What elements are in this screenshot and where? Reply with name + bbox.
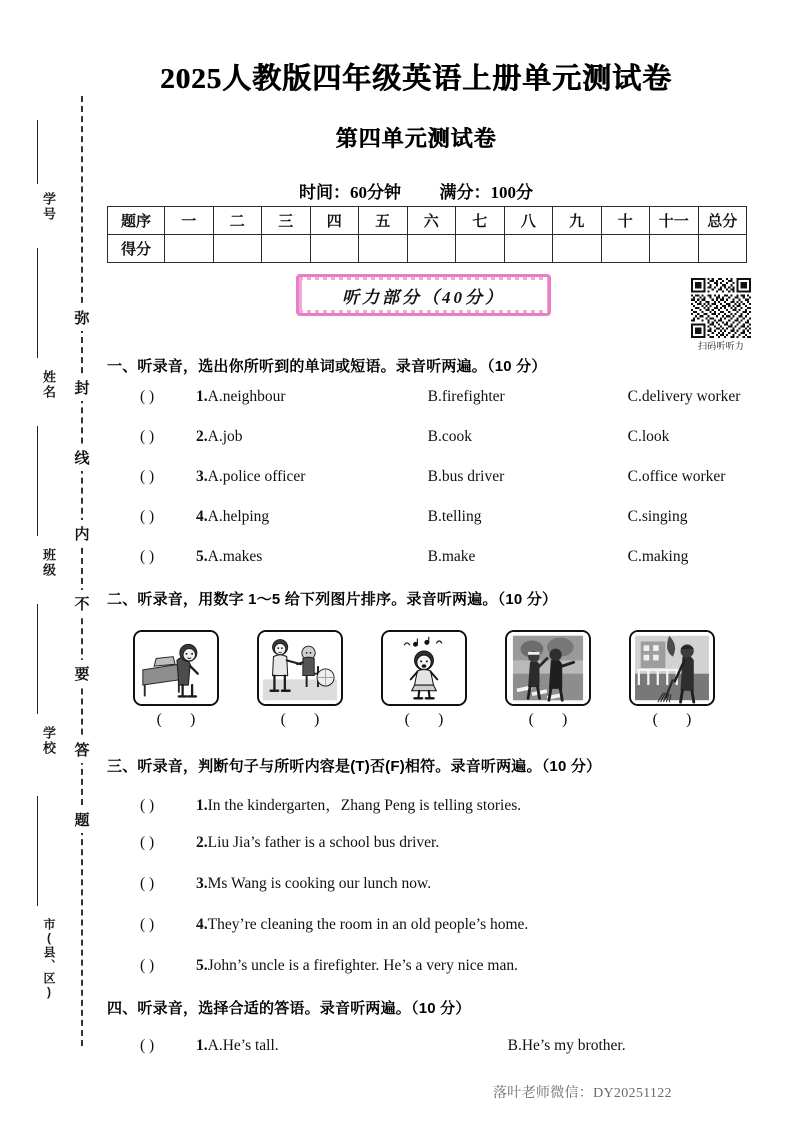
score-col-2: 二 [213,207,262,235]
page-title: 2025人教版四年级英语上册单元测试卷 [159,63,672,95]
question-number: 2. [196,834,208,851]
answer-blank[interactable]: ( ) [140,1037,155,1054]
score-col-4: 四 [310,207,359,235]
score-col-8: 八 [504,207,553,235]
margin-label-class: 班级 [41,548,56,578]
question-row-s1-q2[interactable] [140,428,669,446]
margin-label-school: 学校 [41,726,56,756]
margin-label-column [18,120,58,1040]
option-b[interactable]: B.make [427,548,476,565]
time-limit-label: 时间：60分钟 [299,183,401,202]
score-col-total: 总分 [698,207,747,235]
question-row-s1-q4[interactable] [140,508,687,526]
picture-item-5[interactable] [629,630,715,729]
picture-answer-blank[interactable]: ( ) [156,711,208,728]
score-cell-1[interactable] [165,235,214,263]
score-col-5: 五 [359,207,408,235]
row-label-question-order: 题序 [108,207,165,235]
picture-crossing-guard [505,630,591,706]
option-b[interactable]: B.firefighter [427,388,505,405]
score-cell-5[interactable] [359,235,408,263]
question-number: 1. [196,797,208,814]
seal-dashed-rule [81,96,83,1046]
score-col-3: 三 [262,207,311,235]
question-number: 3. [196,468,208,485]
qr-code-icon[interactable] [691,278,751,338]
question-number: 5. [196,957,208,974]
section-heading-3: 三、听录音，判断句子与所听内容是(T)否(F)相符。录音听两遍。（10 分） [107,758,602,775]
option-c[interactable]: C.making [627,548,689,565]
margin-rule [37,426,38,536]
picture-item-2[interactable] [257,630,343,729]
answer-blank[interactable]: ( ) [140,508,155,525]
question-row-s3-q2[interactable] [140,834,439,852]
picture-street-sweeper [629,630,715,706]
seal-char: 要 [70,660,94,687]
score-cell-3[interactable] [262,235,311,263]
option-c[interactable]: C.look [627,428,670,445]
option-a[interactable]: A.He’s tall. [207,1037,279,1054]
margin-label-name: 姓名 [41,370,56,400]
picture-ordering-strip [133,630,753,740]
full-score-label: 满分：100分 [439,183,533,202]
picture-helping-elderly [257,630,343,706]
option-a[interactable]: A.neighbour [207,388,286,405]
margin-rule [37,248,38,358]
score-col-11: 十一 [650,207,699,235]
question-row-s3-q4[interactable] [140,916,528,934]
exam-meta [96,178,736,203]
table-row-score [108,235,747,263]
seal-char: 答 [70,736,94,763]
score-cell-9[interactable] [553,235,602,263]
answer-blank[interactable]: ( ) [140,428,155,445]
answer-blank[interactable]: ( ) [140,468,155,485]
score-cell-7[interactable] [456,235,505,263]
question-text: In the kindergarten，Zhang Peng is telling stories. [207,797,522,814]
section-heading-1: 一、听录音，选出你所听到的单词或短语。录音听两遍。（10 分） [107,358,547,375]
answer-blank[interactable]: ( ) [140,875,155,892]
option-a[interactable]: A.job [207,428,243,445]
section-heading-4: 四、听录音，选择合适的答语。录音听两遍。（10 分） [107,1000,471,1017]
score-col-6: 六 [407,207,456,235]
margin-rule [37,120,38,184]
option-b[interactable]: B.cook [427,428,472,445]
margin-label-student-id: 学号 [41,192,56,222]
picture-answer-blank[interactable]: ( ) [528,711,580,728]
score-col-7: 七 [456,207,505,235]
question-row-s3-q5[interactable] [140,957,518,975]
option-b[interactable]: B.He’s my brother. [507,1037,626,1054]
question-number: 2. [196,428,208,445]
option-a[interactable]: A.police officer [207,468,306,485]
seal-char: 线 [70,444,94,471]
answer-blank[interactable]: ( ) [140,957,155,974]
qr-caption: 扫码听听力 [697,341,744,351]
option-b[interactable]: B.telling [427,508,482,525]
row-label-score: 得分 [108,235,165,263]
question-text: John’s uncle is a firefighter. He’s a very nice man. [207,957,518,974]
question-number: 4. [196,916,208,933]
score-cell-2[interactable] [213,235,262,263]
question-number: 1. [196,388,208,405]
question-text: Liu Jia’s father is a school bus driver. [207,834,440,851]
question-number: 1. [196,1037,208,1054]
score-table [107,206,747,263]
picture-girl-singing [381,630,467,706]
option-c[interactable]: C.singing [627,508,688,525]
option-c[interactable]: C.delivery worker [627,388,741,405]
score-cell-total[interactable] [698,235,747,263]
page-subtitle: 第四单元测试卷 [335,126,497,151]
answer-blank[interactable]: ( ) [140,916,155,933]
seal-char: 不 [70,590,94,617]
score-cell-4[interactable] [310,235,359,263]
listening-section-banner [296,274,551,316]
question-text: Ms Wang is cooking our lunch now. [207,875,432,892]
question-row-s4-q1[interactable] [140,1037,626,1055]
option-b[interactable]: B.bus driver [427,468,505,485]
score-cell-10[interactable] [601,235,650,263]
score-col-9: 九 [553,207,602,235]
question-row-s3-q1[interactable] [140,793,521,815]
question-number: 4. [196,508,208,525]
answer-blank[interactable]: ( ) [140,834,155,851]
picture-answer-blank[interactable]: ( ) [652,711,704,728]
question-row-s3-q3[interactable] [140,875,431,893]
question-text: They’re cleaning the room in an old people’s home. [207,916,529,933]
answer-blank[interactable]: ( ) [140,548,155,565]
question-row-s1-q1[interactable] [140,388,740,406]
question-number: 5. [196,548,208,565]
option-c[interactable]: C.office worker [627,468,726,485]
margin-rule [37,796,38,906]
seal-char: 内 [70,520,94,547]
option-a[interactable]: A.makes [207,548,263,565]
picture-item-1[interactable] [133,630,219,729]
section-heading-2: 二、听录音，用数字 1～5 给下列图片排序。录音听两遍。（10 分） [107,591,558,608]
listening-section-label: 听力部分（40分） [302,280,545,310]
picture-item-4[interactable] [505,630,591,729]
margin-label-district: 市(县、区) [42,918,56,1000]
score-cell-8[interactable] [504,235,553,263]
footer-watermark: 落叶老师微信：DY20251122 [493,1086,672,1101]
table-row-question-order [108,207,747,235]
picture-answer-blank[interactable]: ( ) [280,711,332,728]
question-row-s1-q3[interactable] [140,468,725,486]
score-cell-11[interactable] [650,235,699,263]
score-cell-6[interactable] [407,235,456,263]
seal-line [70,96,94,1046]
picture-answer-blank[interactable]: ( ) [404,711,456,728]
option-a[interactable]: A.helping [207,508,270,525]
question-row-s1-q5[interactable] [140,548,688,566]
answer-blank[interactable]: ( ) [140,388,155,405]
seal-char: 题 [70,806,94,833]
qr-code-block[interactable] [685,278,757,352]
score-col-10: 十 [601,207,650,235]
picture-making-bed [133,630,219,706]
question-number: 3. [196,875,208,892]
seal-char: 弥 [70,304,94,331]
picture-item-3[interactable] [381,630,467,729]
seal-char: 封 [70,374,94,401]
margin-rule [37,604,38,714]
score-col-1: 一 [165,207,214,235]
answer-blank[interactable]: ( ) [140,797,155,814]
